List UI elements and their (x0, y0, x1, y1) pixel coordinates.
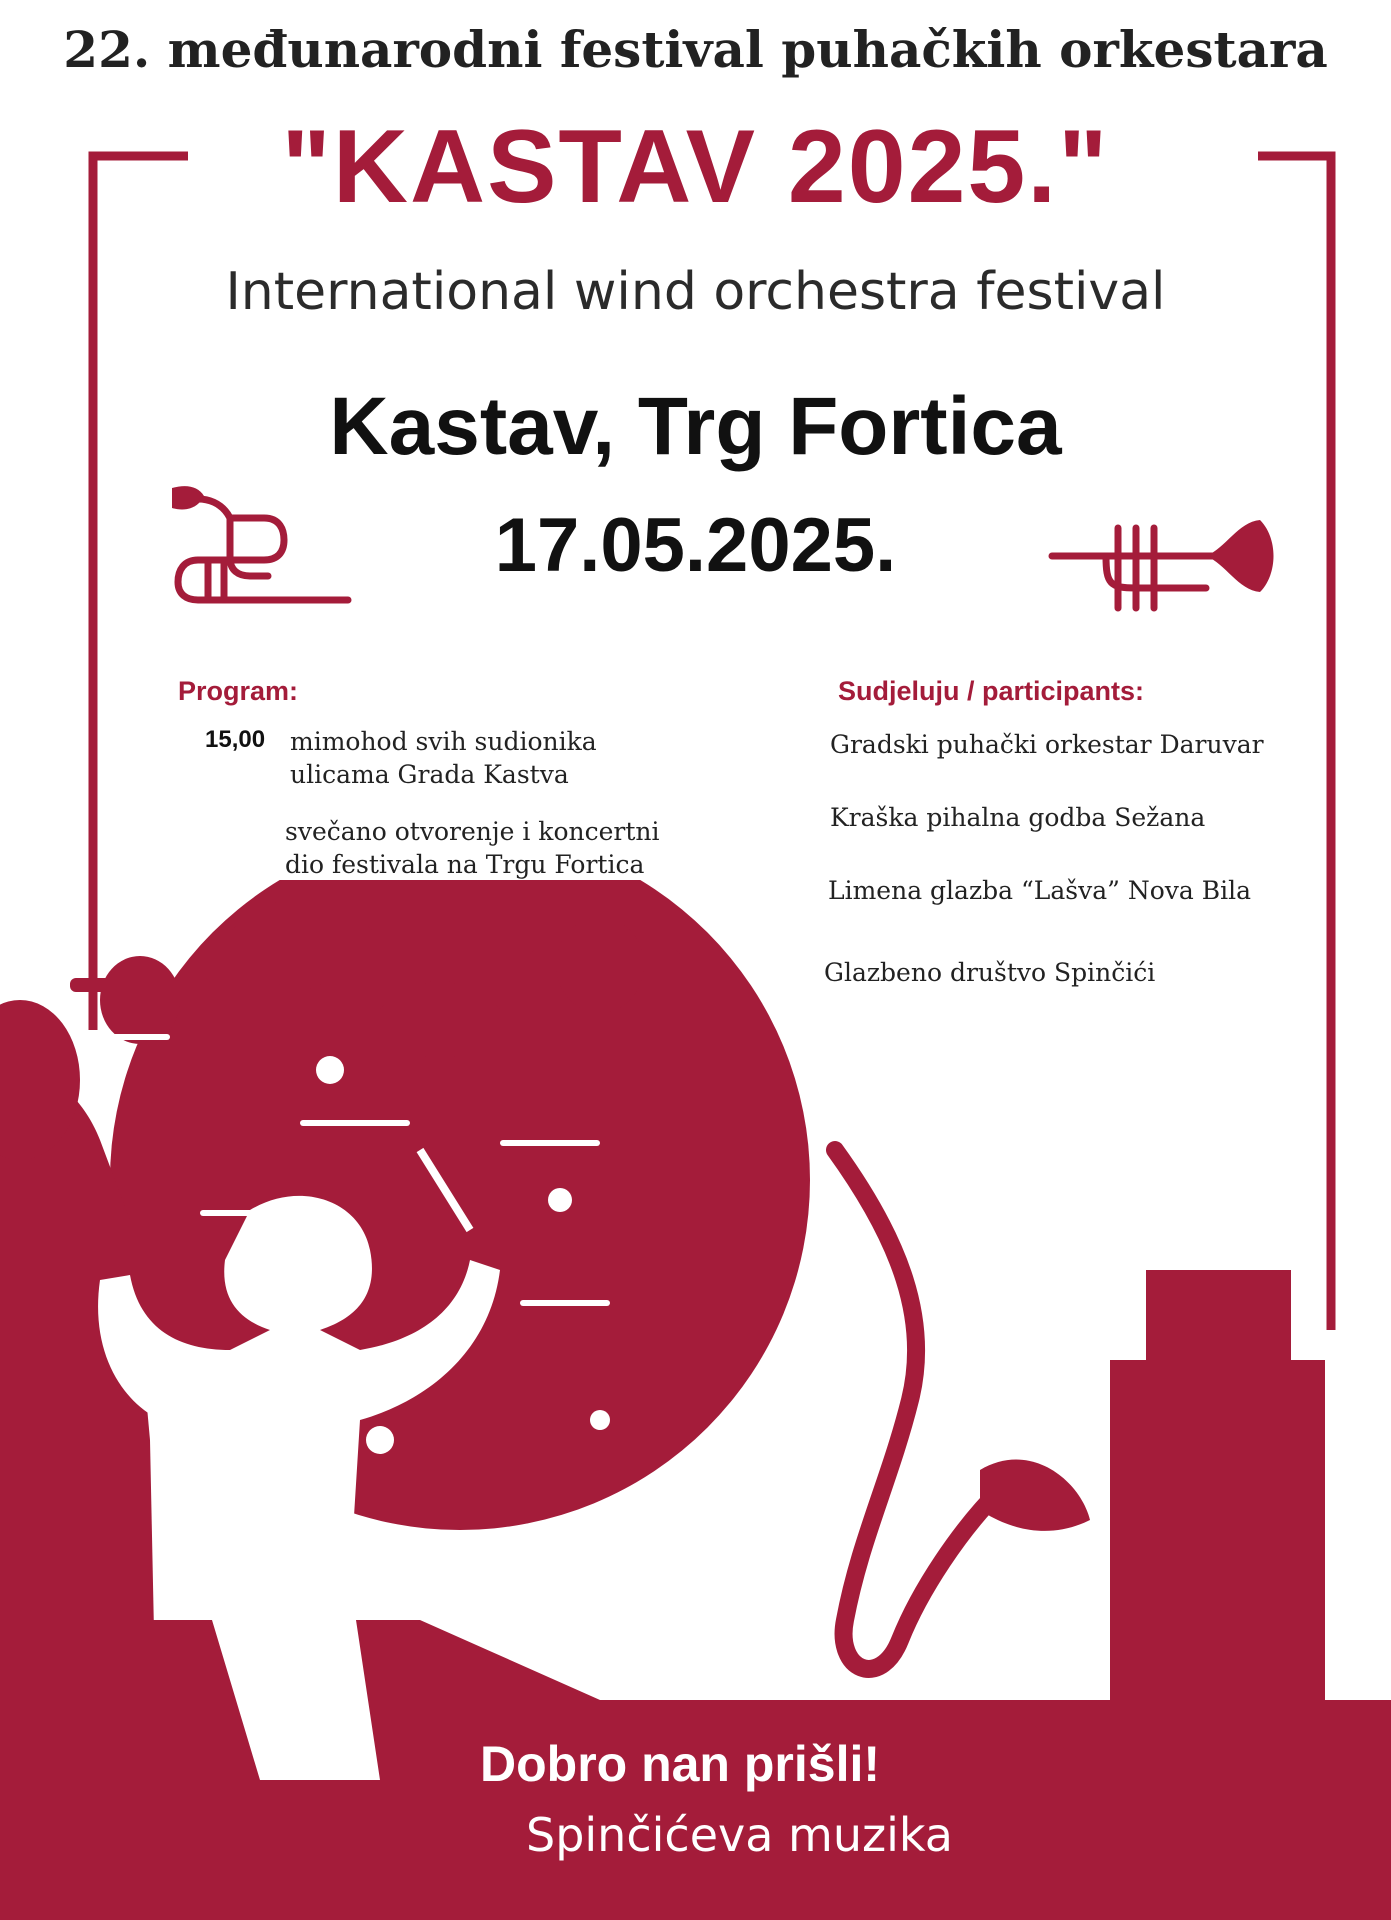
participant-item: Glazbeno društvo Spinčići (824, 958, 1156, 987)
festival-date: 17.05.2025. (494, 503, 897, 588)
footer-signature: Spinčićeva muzika (526, 1808, 953, 1862)
trombone-icon (168, 478, 360, 608)
program-description (290, 725, 597, 791)
footer-greeting: Dobro nan prišli! (480, 1736, 880, 1792)
festival-subtitle: International wind orchestra festival (225, 262, 1166, 322)
participant-item: Gradski puhački orkestar Daruvar (830, 730, 1264, 759)
program-line: ulicama Grada Kastva (290, 760, 569, 789)
program-description (285, 815, 660, 881)
program-heading: Program: (178, 676, 299, 706)
program-line: mimohod svih sudionika (290, 727, 597, 756)
participant-item: Limena glazba “Lašva” Nova Bila (828, 876, 1252, 905)
trumpet-icon (1046, 508, 1276, 618)
festival-title: "KASTAV 2025." (281, 109, 1110, 225)
festival-location: Kastav, Trg Fortica (329, 381, 1062, 472)
participant-item: Kraška pihalna godba Sežana (830, 803, 1206, 832)
program-item (205, 726, 265, 754)
program-time: 15,00 (205, 726, 266, 753)
program-line: svečano otvorenje i koncertni (285, 817, 660, 846)
participants-heading: Sudjeluju / participants: (838, 676, 1145, 706)
festival-headline: 22. međunarodni festival puhačkih orkestara (63, 20, 1328, 79)
program-line: dio festivala na Trgu Fortica (285, 850, 645, 879)
